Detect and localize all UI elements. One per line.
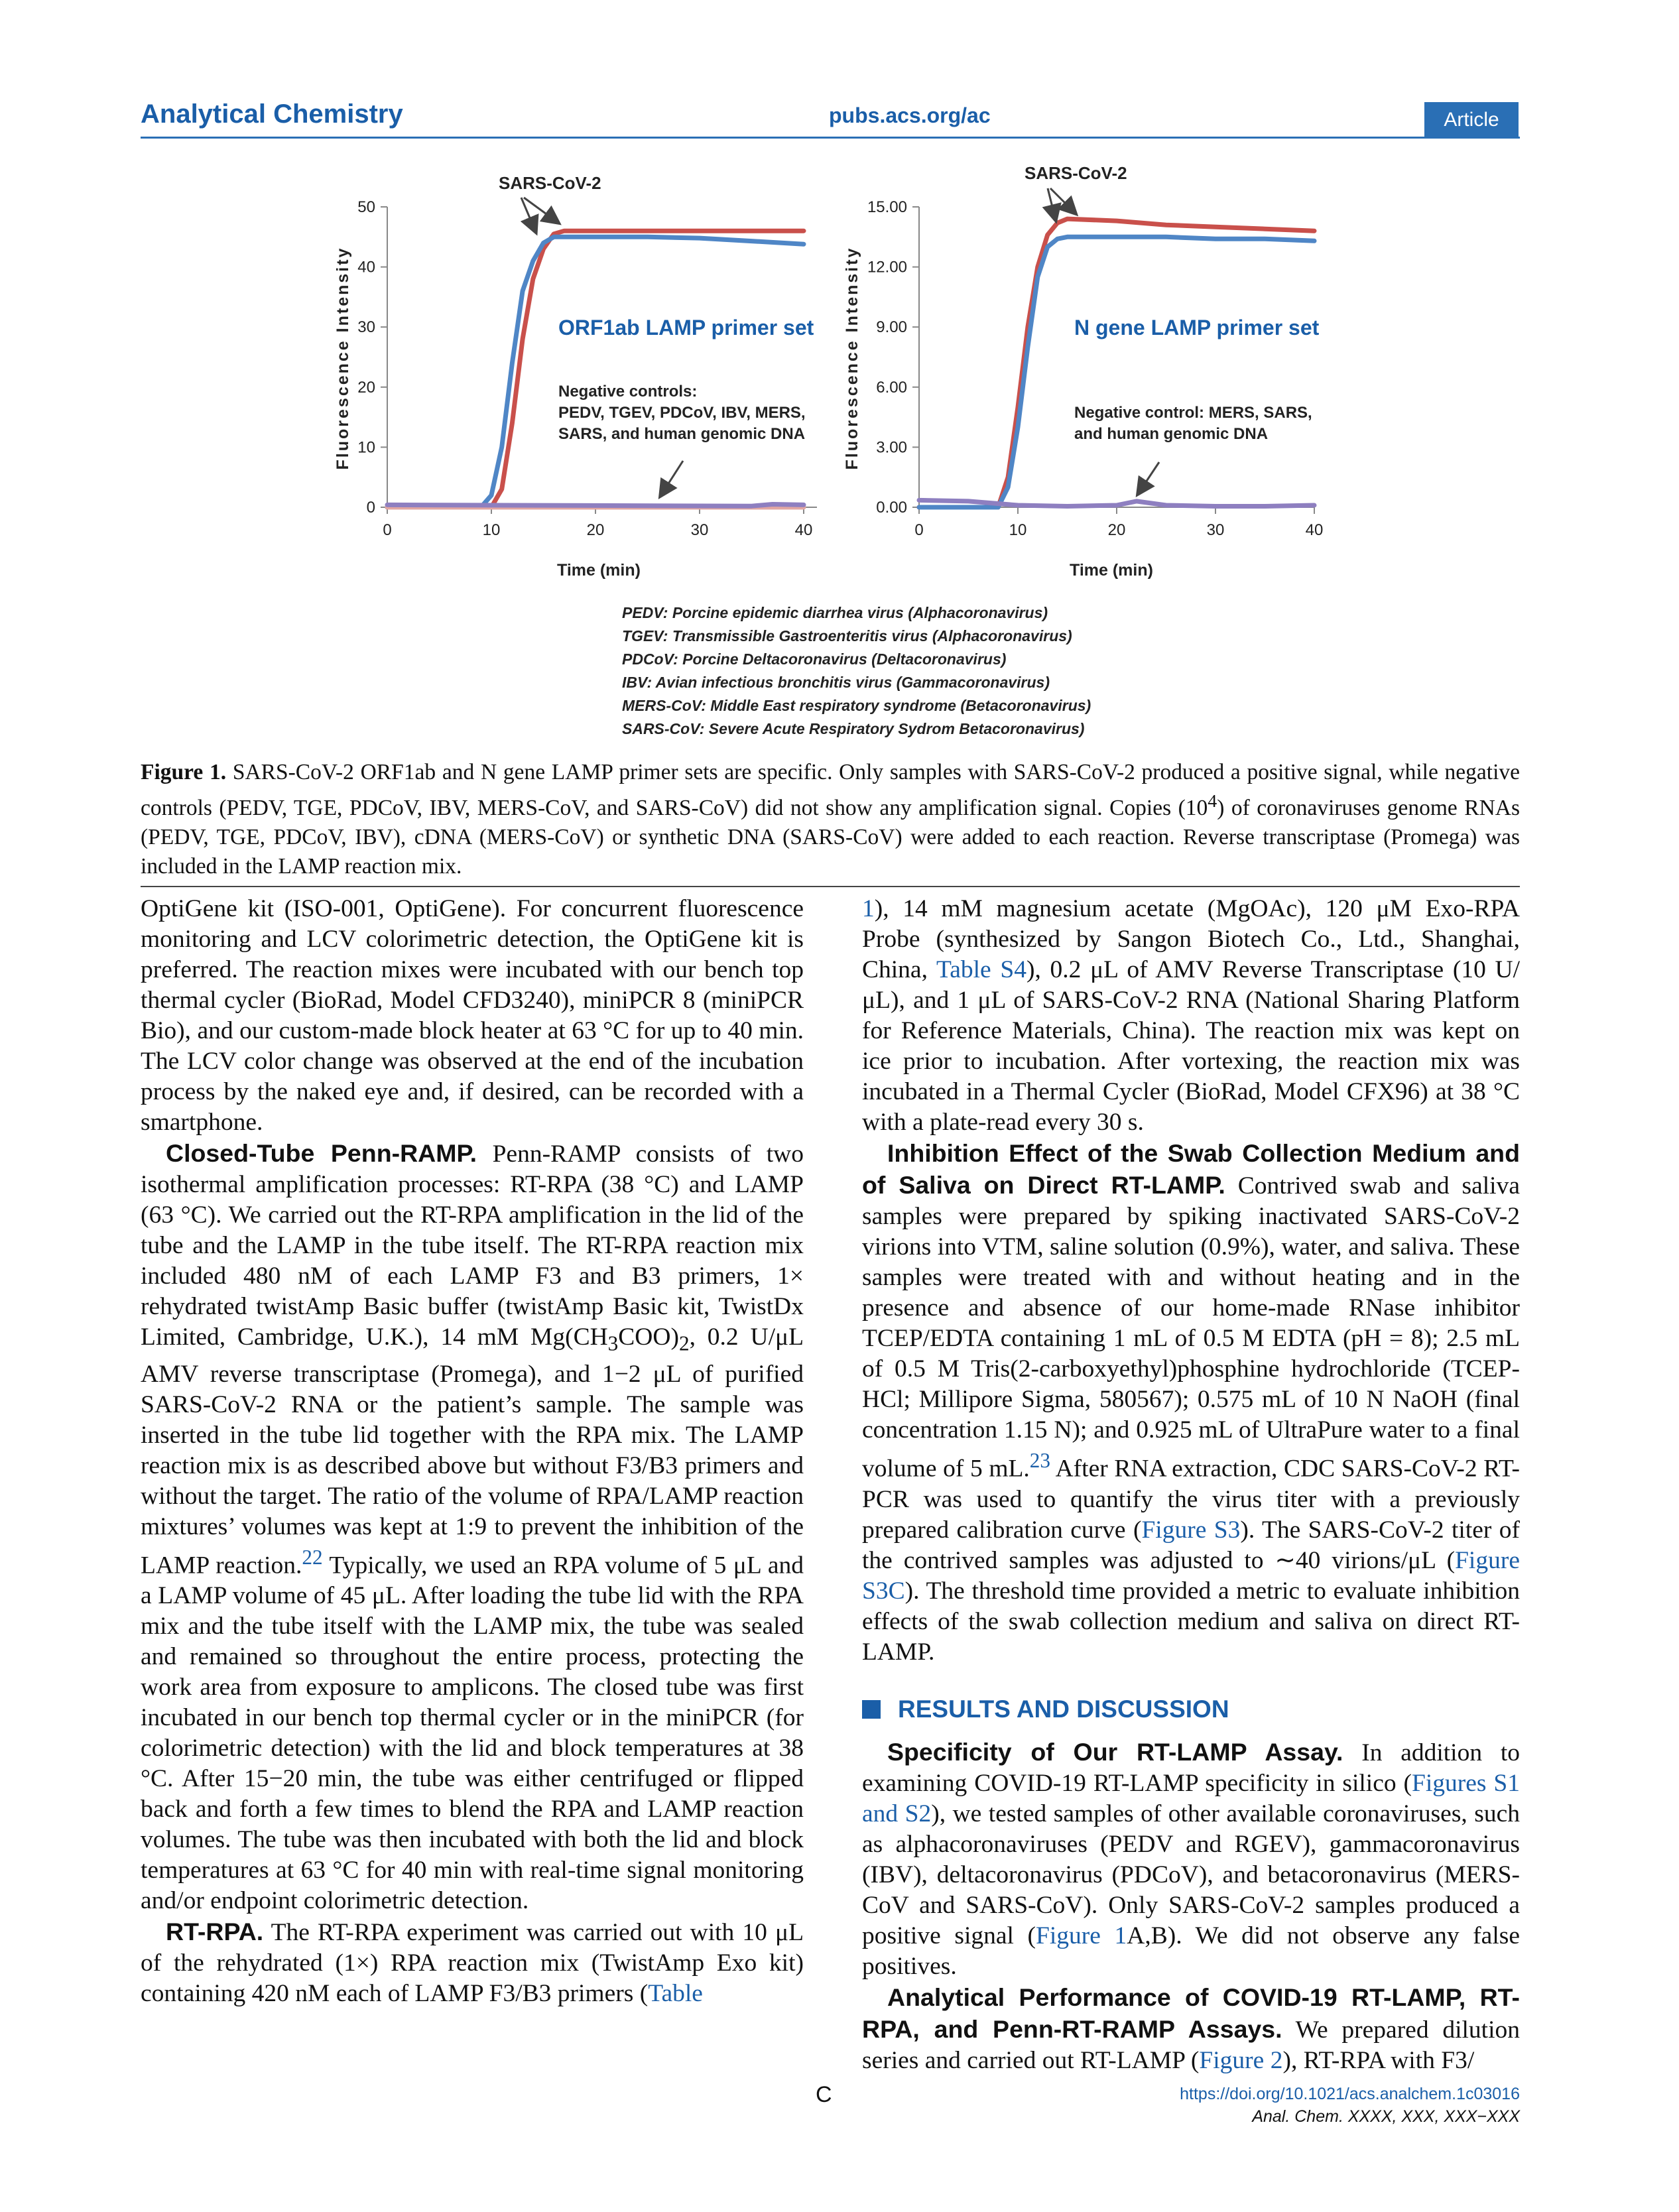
x-tick-label: 0 [914,521,924,539]
y-tick-label: 0.00 [876,499,907,517]
y-axis-label: Fluorescence Intensity [843,246,861,470]
journal-title: Analytical Chemistry [141,99,403,129]
series-line [919,219,1314,507]
y-tick-label: 50 [357,198,375,216]
legend-line: MERS-CoV: Middle East respiratory syndrome (Betacoronavirus) [622,697,1091,714]
abbreviation-legend [622,604,1091,737]
section-square-icon [862,1700,881,1719]
y-tick-label: 6.00 [876,378,907,397]
series-line [387,505,804,507]
x-tick-label: 0 [383,521,392,539]
primer-set-label: ORF1ab LAMP primer set [558,316,814,339]
table-link[interactable]: 1 [862,895,875,922]
figure-link[interactable]: Figure S3 [1141,1516,1241,1544]
legend-line: TGEV: Transmissible Gastroenteritis virus (Alphacoronavirus) [622,627,1072,645]
sars-cov-2-label: SARS-CoV-2 [499,173,601,193]
arrow-1 [521,198,536,232]
negative-controls-line-1: Negative controls: [558,383,698,400]
legend-line: PDCoV: Porcine Deltacoronavirus (Deltacoronavirus) [622,650,1007,668]
y-tick-label: 0 [366,499,375,517]
citation-link[interactable]: 23 [1029,1449,1051,1472]
caption-text: ) of coronaviruses genome RNAs (PEDV, TGE, PDCoV, IBV), cDNA (MERS-CoV) or synthetic DNA (SARS-CoV) were added to each reaction. Reverse transcriptase (Promega) was included in the LAMP reaction mix. [141,796,1520,879]
paragraph: OptiGene kit (ISO-001, OptiGene). For concurrent fluorescence monitoring and LCV colorimetric detection, the OptiGene kit is preferred. The reaction mixes were incubated with our bench top thermal cycler (BioRad, Model CFD3240), miniPCR 8 (miniPCR Bio), and our custom-made block heater at 63 °C for up to 40 min. The LCV color change was observed at the end of the incubation process by the naked eye and, if desired, can be recorded with a smartphone. [141,895,804,1136]
subsection-head: Closed-Tube Penn-RAMP. [166,1139,477,1167]
subsection-head: Specificity of Our RT-LAMP Assay. [887,1737,1343,1766]
y-tick-label: 3.00 [876,438,907,457]
arrow-2 [524,198,558,223]
x-tick-label: 40 [1305,521,1324,539]
table-link[interactable]: Table S4 [936,956,1026,983]
subsection-head: RT-RPA. [166,1918,264,1945]
sars-cov-2-label: SARS-CoV-2 [1025,163,1127,183]
citation-link[interactable]: 22 [302,1545,323,1569]
arrow-2 [1050,188,1076,214]
journal-reference: Anal. Chem. XXXX, XXX, XXX−XXX [1252,2107,1520,2126]
legend-line: IBV: Avian infectious bronchitis virus (Gammacoronavirus) [622,674,1050,691]
y-tick-label: 40 [357,258,375,276]
figure-link[interactable]: Figures S1 and S2 [862,1769,1521,1827]
y-tick-label: 12.00 [867,258,907,276]
right-column [862,894,1520,2076]
figure-1 [0,0,1679,749]
legend-line: PEDV: Porcine epidemic diarrhea virus (Alphacoronavirus) [622,604,1048,621]
x-tick-label: 40 [794,521,813,539]
caption-sup: 4 [1208,791,1217,812]
right-chart [843,163,1323,580]
x-tick-label: 20 [1107,521,1126,539]
x-tick-label: 20 [586,521,605,539]
negative-controls-line-3: SARS, and human genomic DNA [558,425,806,443]
series-line [919,237,1314,507]
paragraph: 1), 14 mM magnesium acetate (MgOAc), 120 μM Exo-RPA Probe (synthesized by Sangon Biotech Co., Ltd., Shanghai, China, Table S4), 0.2 μL of AMV Reverse Transcriptase (10 U/μL), and 1 μL of SARS-CoV-2 RNA (National Sharing Platform for Reference Materials, China). The reaction mix was kept on ice prior to incubation. After vortexing, the reaction mix was incubated in a Thermal Cycler (BioRad, Model CFX96) at 38 °C with a plate-read every 30 s. [862,895,1520,1136]
series-line [387,237,804,507]
left-column [141,894,804,2009]
negative-arrow [1138,462,1159,494]
negative-arrow [660,461,683,496]
series-line [387,231,804,507]
figure-link[interactable]: Figure S3C [862,1546,1520,1605]
paragraph: RT-RPA. The RT-RPA experiment was carried out with 10 μL of the rehydrated (1×) RPA reaction mix (TwistAmp Exo kit) containing 420 nM each of LAMP F3/B3 primers (Table [141,1918,804,2007]
x-axis-label: Time (min) [1070,561,1153,580]
figure-link[interactable]: Figure 2 [1199,2046,1283,2074]
y-axis-label: Fluorescence Intensity [334,246,352,470]
negative-controls-line-2: PEDV, TGEV, PDCoV, IBV, MERS, [558,404,806,422]
y-tick-label: 10 [357,438,375,457]
page-number: C [816,2082,832,2107]
article-badge: Article [1424,102,1519,138]
legend-line: SARS-CoV: Severe Acute Respiratory Sydrom Betacoronavirus) [622,720,1085,737]
y-tick-label: 9.00 [876,318,907,337]
figure-caption [141,758,1520,881]
y-tick-label: 20 [357,378,375,397]
left-chart [334,173,817,580]
figure-link[interactable]: Figure 1 [1036,1922,1127,1949]
negative-control-line-2: and human genomic DNA [1074,425,1269,443]
x-tick-label: 30 [1206,521,1225,539]
caption-label: Figure 1. [141,760,227,784]
primer-set-label: N gene LAMP primer set [1074,316,1320,339]
subsection-head: Inhibition Effect of the Swab Collection Medium and of Saliva on Direct RT-LAMP. [862,1139,1520,1199]
subsection-head: Analytical Performance of COVID-19 RT-LAMP, RT-RPA, and Penn-RT-RAMP Assays. [862,1983,1520,2043]
x-tick-label: 10 [1009,521,1027,539]
caption-text: SARS-CoV-2 ORF1ab and N gene LAMP primer sets are specific. Only samples with SARS-CoV-2 produced a positive signal, while negative controls (PEDV, TGE, PDCoV, IBV, MERS-CoV, and SARS-CoV) did not show any amplification signal. Copies (10 [141,760,1520,821]
x-tick-label: 30 [690,521,709,539]
paragraph: Closed-Tube Penn-RAMP. Penn-RAMP consists of two isothermal amplification processes: RT-RPA (38 °C) and LAMP (63 °C). We carried out the RT-RPA amplification in the lid of the tube and the LAMP in the tube itself. The RT-RPA reaction mix included 480 nM of each LAMP F3 and B3 primers, 1× rehydrated twistAmp Basic buffer (twistAmp Basic kit, TwistDx Limited, Cambridge, U.K.), 14 mM $Mg(CH_3COO)_2$, 0.2 U/μL AMV reverse transcriptase (Promega), and 1−2 μL of purified SARS-CoV-2 RNA or the patient’s sample. The sample was inserted in the tube lid together with the RPA mix. The LAMP reaction mix is as described above but without F3/B3 primers and without the target. The ratio of the volume of RPA/LAMP reaction mixtures’ volumes was kept at 1:9 to prevent the inhibition of the LAMP reaction.$^{22}$ Typically, we used an RPA volume of 5 μL and a LAMP volume of 45 μL. After loading the tube lid with the RPA mix and the tube itself with the LAMP mix, the tube was sealed and remained so throughout the entire process, protecting the work area from exposure to amplicons. The closed tube was first incubated in our bench top thermal cycler or in the miniPCR (for colorimetric detection) with the lid and block temperatures at 38 °C. After 15−20 min, the tube was either centrifuged or flipped back and forth a few times to blend the RPA and LAMP reaction volumes. The tube was then incubated with both the lid and block temperatures at 63 °C for 40 min with real-time signal monitoring and/or endpoint colorimetric detection. [141,1139,804,1914]
x-tick-label: 10 [482,521,501,539]
x-axis-label: Time (min) [557,561,641,580]
y-tick-label: 30 [357,318,375,337]
table-link[interactable]: Table [648,1980,703,2007]
paragraph: Analytical Performance of COVID-19 RT-LAMP, RT-RPA, and Penn-RT-RAMP Assays. We prepared dilution series and carried out RT-LAMP (Figure 2), RT-RPA with F3/ [862,1983,1520,2074]
paragraph: Specificity of Our RT-LAMP Assay. In addition to examining COVID-19 RT-LAMP specificity in silico (Figures S1 and S2), we tested samples of other available coronaviruses, such as alphacoronaviruses (PEDV and RGEV), gammacoronavirus (IBV), deltacoronavirus (PDCoV), and betacoronavirus (MERS-CoV and SARS-CoV). Only SARS-CoV-2 samples produced a positive signal (Figure 1A,B). We did not observe any false positives. [862,1737,1521,1980]
section-heading: RESULTS AND DISCUSSION [862,1694,1520,1725]
caption-rule [141,886,1520,887]
negative-control-line-1: Negative control: MERS, SARS, [1074,404,1312,422]
journal-url[interactable]: pubs.acs.org/ac [829,103,991,127]
doi-link[interactable]: https://doi.org/10.1021/acs.analchem.1c03016 [1180,2085,1520,2103]
y-tick-label: 15.00 [867,198,907,216]
paragraph: Inhibition Effect of the Swab Collection Medium and of Saliva on Direct RT-LAMP. Contrived swab and saliva samples were prepared by spiking inactivated SARS-CoV-2 virions into VTM, saline solution (0.9%), water, and saliva. These samples were treated with and without heating and in the presence and absence of our home-made RNase inhibitor TCEP/EDTA containing 1 mL of 0.5 M EDTA (pH = 8); 2.5 mL of 0.5 M Tris(2-carboxyethyl)phosphine hydrochloride (TCEP-HCl; Millipore Sigma, 580567); 0.575 mL of 10 N NaOH (final concentration 1.15 N); and 0.925 mL of UltraPure water to a final volume of 5 mL.$^{23}$ After RNA extraction, CDC SARS-CoV-2 RT-PCR was used to quantify the virus titer with a previously prepared calibration curve (Figure S3). The SARS-CoV-2 titer of the contrived samples was adjusted to ∼40 virions/μL (Figure S3C). The threshold time provided a metric to evaluate inhibition effects of the swab collection medium and saliva on direct RT-LAMP. [862,1139,1520,1666]
